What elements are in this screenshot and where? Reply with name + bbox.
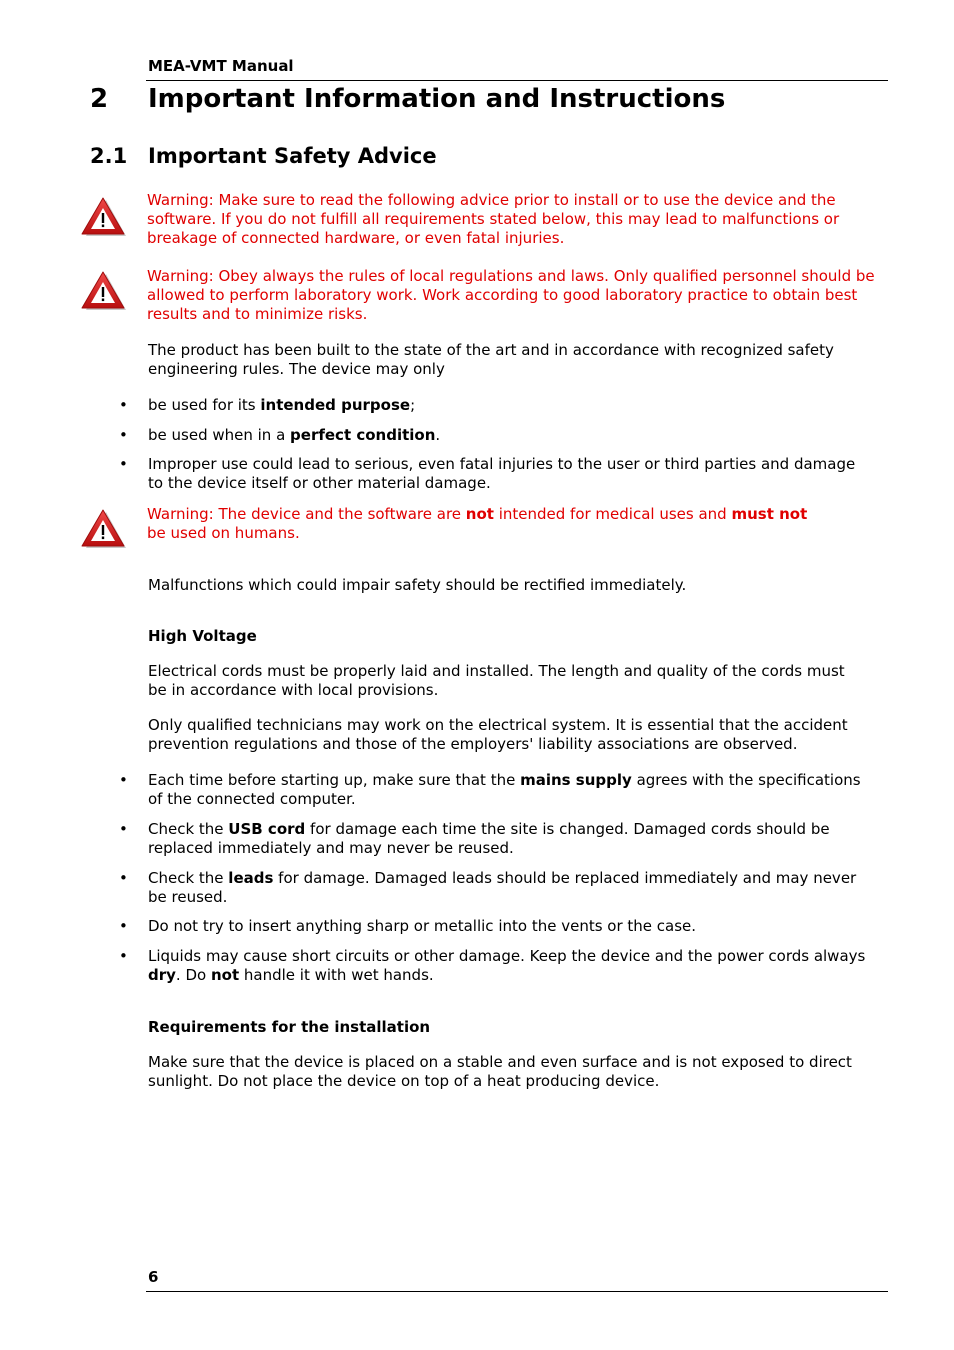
high-voltage-paragraph: Electrical cords must be properly laid and installed. The length and quality of the cords must be in accordance with local provisions.	[148, 662, 845, 699]
chapter-number: 2	[90, 84, 109, 114]
list-item: Do not try to insert anything sharp or metallic into the vents or the case.	[148, 917, 697, 935]
list-item: Each time before starting up, make sure that the mains supply agrees with the specifications of the connected computer.	[148, 771, 861, 808]
installation-heading: Requirements for the installation	[148, 1018, 431, 1036]
intro-paragraph: The product has been built to the state of the art and in accordance with recognized safety engineering rules. The device may only	[148, 341, 834, 378]
warning-triangle-icon	[80, 508, 128, 552]
malfunctions-paragraph: Malfunctions which could impair safety should be rectified immediately.	[148, 576, 687, 594]
list-item: Check the leads for damage. Damaged leads should be replaced immediately and may never be reused.	[148, 869, 857, 906]
bullet-marker: •	[119, 947, 128, 965]
footer-rule	[146, 1291, 888, 1292]
warning-triangle-icon	[80, 270, 128, 314]
list-item: be used for its intended purpose;	[148, 396, 416, 414]
list-item: Check the USB cord for damage each time the site is changed. Damaged cords should be replaced immediately and may never be reused.	[148, 820, 830, 857]
section-number: 2.1	[90, 144, 128, 168]
installation-paragraph: Make sure that the device is placed on a stable and even surface and is not exposed to direct sunlight. Do not place the device on top of a heat producing device.	[148, 1053, 852, 1090]
section-title: Important Safety Advice	[148, 144, 437, 168]
header-title: MEA-VMT Manual	[148, 57, 294, 75]
bullet-marker: •	[119, 869, 128, 887]
bullet-marker: •	[119, 396, 128, 414]
page-number: 6	[148, 1268, 159, 1286]
high-voltage-heading: High Voltage	[148, 627, 257, 645]
warning-triangle-icon	[80, 196, 128, 240]
bullet-marker: •	[119, 820, 128, 838]
bullet-marker: •	[119, 917, 128, 935]
high-voltage-paragraph: Only qualified technicians may work on the electrical system. It is essential that the accident prevention regulations and those of the employers' liability associations are observed.	[148, 716, 848, 753]
bullet-marker: •	[119, 771, 128, 789]
warning-text: Warning: The device and the software are not intended for medical uses and must not be used on humans.	[147, 505, 808, 542]
warning-text: Warning: Obey always the rules of local regulations and laws. Only qualified personnel should be allowed to perform laboratory work. Work according to good laboratory practice to obtain best results and to minimize risks.	[147, 267, 875, 323]
warning-text: Warning: Make sure to read the following advice prior to install or to use the device and the software. If you do not fulfill all requirements stated below, this may lead to malfunctions or breakage of connected hardware, or even fatal injuries.	[147, 191, 840, 247]
header-rule	[146, 80, 888, 81]
list-item: Improper use could lead to serious, even fatal injuries to the user or third parties and damage to the device itself or other material damage.	[148, 455, 856, 492]
bullet-marker: •	[119, 455, 128, 473]
chapter-title: Important Information and Instructions	[148, 84, 726, 114]
bullet-marker: •	[119, 426, 128, 444]
list-item: Liquids may cause short circuits or other damage. Keep the device and the power cords always dry. Do not handle it with wet hands.	[148, 947, 866, 984]
list-item: be used when in a perfect condition.	[148, 426, 441, 444]
